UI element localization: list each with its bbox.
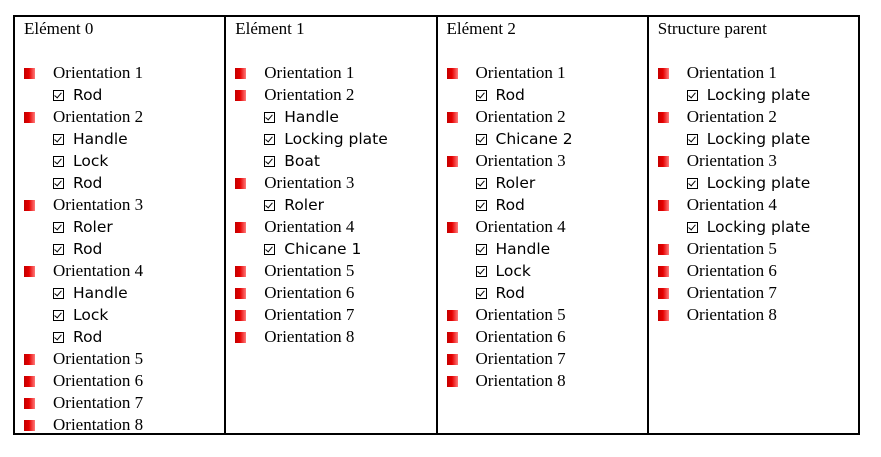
orientation-label: Orientation 2 [264,85,355,104]
sub-item-label: Rod [73,328,103,346]
orientation-item [447,106,643,128]
red-square-bullet-icon [658,310,669,321]
item-list [24,62,220,436]
sub-item [24,304,220,326]
orientation-item [235,282,431,304]
orientation-item [447,326,643,348]
red-square-bullet-icon [24,68,35,79]
sub-item [24,282,220,304]
orientation-label: Orientation 8 [475,371,566,390]
orientation-label: Orientation 2 [475,107,566,126]
red-square-bullet-icon [24,376,35,387]
orientation-item [658,106,854,128]
checkbox-checked-icon [53,244,64,255]
red-square-bullet-icon [24,354,35,365]
sub-item-label: Roler [73,218,113,236]
red-square-bullet-icon [447,68,458,79]
red-square-bullet-icon [447,354,458,365]
sub-item [658,172,854,194]
checkbox-checked-icon [53,310,64,321]
sub-item-label: Rod [495,284,525,302]
checkbox-checked-icon [264,244,275,255]
red-square-bullet-icon [235,178,246,189]
orientation-label: Orientation 8 [53,415,144,434]
orientation-label: Orientation 4 [475,217,566,236]
sub-item-label: Locking plate [706,174,811,192]
red-square-bullet-icon [447,156,458,167]
orientation-item [447,370,643,392]
orientation-item [24,106,220,128]
orientation-label: Orientation 1 [53,63,144,82]
orientation-label: Orientation 4 [264,217,355,236]
sub-item-label: Handle [284,108,339,126]
sub-item [235,194,431,216]
orientation-item [658,194,854,216]
red-square-bullet-icon [658,112,669,123]
sub-item [658,216,854,238]
red-square-bullet-icon [658,288,669,299]
sub-item-label: Locking plate [706,86,811,104]
red-square-bullet-icon [24,112,35,123]
sub-item-label: Rod [495,196,525,214]
checkbox-checked-icon [264,156,275,167]
red-square-bullet-icon [235,266,246,277]
red-square-bullet-icon [24,398,35,409]
red-square-bullet-icon [447,310,458,321]
orientation-item [447,216,643,238]
column-header: Structure parent [657,19,767,38]
orientation-item [447,150,643,172]
orientation-label: Orientation 3 [53,195,144,214]
red-square-bullet-icon [235,68,246,79]
orientation-item [24,348,220,370]
checkbox-checked-icon [264,134,275,145]
red-square-bullet-icon [235,288,246,299]
checkbox-checked-icon [476,90,487,101]
sub-item [235,128,431,150]
red-square-bullet-icon [447,222,458,233]
checkbox-checked-icon [476,288,487,299]
sub-item [24,128,220,150]
orientation-label: Orientation 3 [264,173,355,192]
sub-item [658,128,854,150]
red-square-bullet-icon [658,156,669,167]
orientation-label: Orientation 6 [53,371,144,390]
orientation-label: Orientation 1 [686,63,777,82]
orientation-item [235,62,431,84]
orientation-label: Orientation 5 [53,349,144,368]
checkbox-checked-icon [687,178,698,189]
sub-item [447,282,643,304]
red-square-bullet-icon [447,376,458,387]
orientation-label: Orientation 7 [264,305,355,324]
orientation-item [235,304,431,326]
sub-item [447,194,643,216]
red-square-bullet-icon [24,266,35,277]
checkbox-checked-icon [53,332,64,343]
orientation-item [235,326,431,348]
sub-item [24,150,220,172]
orientation-label: Orientation 3 [475,151,566,170]
sub-item [447,84,643,106]
sub-item [447,238,643,260]
column-header: Elément 1 [235,19,305,38]
orientation-item [24,62,220,84]
sub-item-label: Roler [284,196,325,214]
orientation-item [658,304,854,326]
orientation-item [235,216,431,238]
orientation-item [235,84,431,106]
orientation-label: Orientation 5 [686,239,777,258]
sub-item-label: Locking plate [284,130,388,148]
red-square-bullet-icon [235,332,246,343]
sub-item [447,260,643,282]
orientation-label: Orientation 7 [53,393,144,412]
orientation-label: Orientation 8 [264,327,355,346]
red-square-bullet-icon [235,310,246,321]
orientation-label: Orientation 6 [475,327,566,346]
checkbox-checked-icon [53,288,64,299]
sub-item-label: Roler [495,174,536,192]
column-structure-parent [649,17,858,433]
orientation-label: Orientation 2 [53,107,144,126]
orientation-label: Orientation 7 [475,349,566,368]
orientation-item [24,414,220,436]
item-list [658,62,854,326]
sub-item-label: Rod [73,240,103,258]
red-square-bullet-icon [447,332,458,343]
checkbox-checked-icon [53,134,64,145]
orientation-label: Orientation 4 [686,195,777,214]
orientation-item [235,260,431,282]
column-element-1 [226,17,437,433]
sub-item-label: Boat [284,152,320,170]
checkbox-checked-icon [264,112,275,123]
orientation-label: Orientation 7 [686,283,777,302]
checkbox-checked-icon [687,90,698,101]
sub-item [24,238,220,260]
checkbox-checked-icon [476,244,487,255]
orientation-item [447,62,643,84]
orientation-label: Orientation 6 [264,283,355,302]
orientation-item [24,370,220,392]
sub-item-label: Handle [495,240,551,258]
orientation-item [447,304,643,326]
column-element-0 [15,17,226,433]
red-square-bullet-icon [235,222,246,233]
sub-item [24,326,220,348]
red-square-bullet-icon [235,90,246,101]
orientation-item [235,172,431,194]
column-header: Elément 0 [24,19,94,38]
checkbox-checked-icon [53,90,64,101]
sub-item-label: Rod [495,86,525,104]
checkbox-checked-icon [476,134,487,145]
orientation-label: Orientation 5 [264,261,355,280]
item-list [235,62,431,348]
orientation-label: Orientation 3 [686,151,777,170]
sub-item-label: Chicane 1 [284,240,362,258]
red-square-bullet-icon [24,200,35,211]
sub-item-label: Locking plate [706,130,811,148]
red-square-bullet-icon [24,420,35,431]
sub-item-label: Handle [73,284,128,302]
red-square-bullet-icon [658,200,669,211]
item-list [447,62,643,392]
sub-item-label: Handle [73,130,128,148]
checkbox-checked-icon [53,222,64,233]
sub-item-label: Chicane 2 [495,130,573,148]
orientation-label: Orientation 5 [475,305,566,324]
orientation-label: Orientation 4 [53,261,144,280]
sub-item [235,238,431,260]
orientation-label: Orientation 8 [686,305,777,324]
orientation-item [24,194,220,216]
sub-item [235,150,431,172]
orientation-item [658,260,854,282]
orientation-item [658,282,854,304]
orientation-label: Orientation 1 [264,63,355,82]
red-square-bullet-icon [658,266,669,277]
red-square-bullet-icon [658,68,669,79]
column-header: Elément 2 [446,19,516,38]
checkbox-checked-icon [476,200,487,211]
sub-item-label: Lock [495,262,531,280]
sub-item [24,172,220,194]
sub-item [24,84,220,106]
checkbox-checked-icon [53,156,64,167]
checkbox-checked-icon [687,134,698,145]
orientation-item [24,260,220,282]
sub-item [235,106,431,128]
sub-item [658,84,854,106]
checkbox-checked-icon [476,178,487,189]
sub-item-label: Rod [73,86,103,104]
checkbox-checked-icon [687,222,698,233]
orientation-item [658,238,854,260]
sub-item [447,128,643,150]
sub-item-label: Lock [73,152,109,170]
red-square-bullet-icon [447,112,458,123]
sub-item-label: Lock [73,306,109,324]
checkbox-checked-icon [476,266,487,277]
orientation-label: Orientation 1 [475,63,566,82]
orientation-item [447,348,643,370]
orientation-label: Orientation 6 [686,261,777,280]
checkbox-checked-icon [53,178,64,189]
sub-item [447,172,643,194]
orientation-item [658,62,854,84]
column-element-2 [438,17,649,433]
sub-item [24,216,220,238]
orientation-item [658,150,854,172]
checkbox-checked-icon [264,200,275,211]
red-square-bullet-icon [658,244,669,255]
sub-item-label: Rod [73,174,103,192]
orientation-table [13,15,860,435]
sub-item-label: Locking plate [706,218,811,236]
orientation-label: Orientation 2 [686,107,777,126]
orientation-item [24,392,220,414]
